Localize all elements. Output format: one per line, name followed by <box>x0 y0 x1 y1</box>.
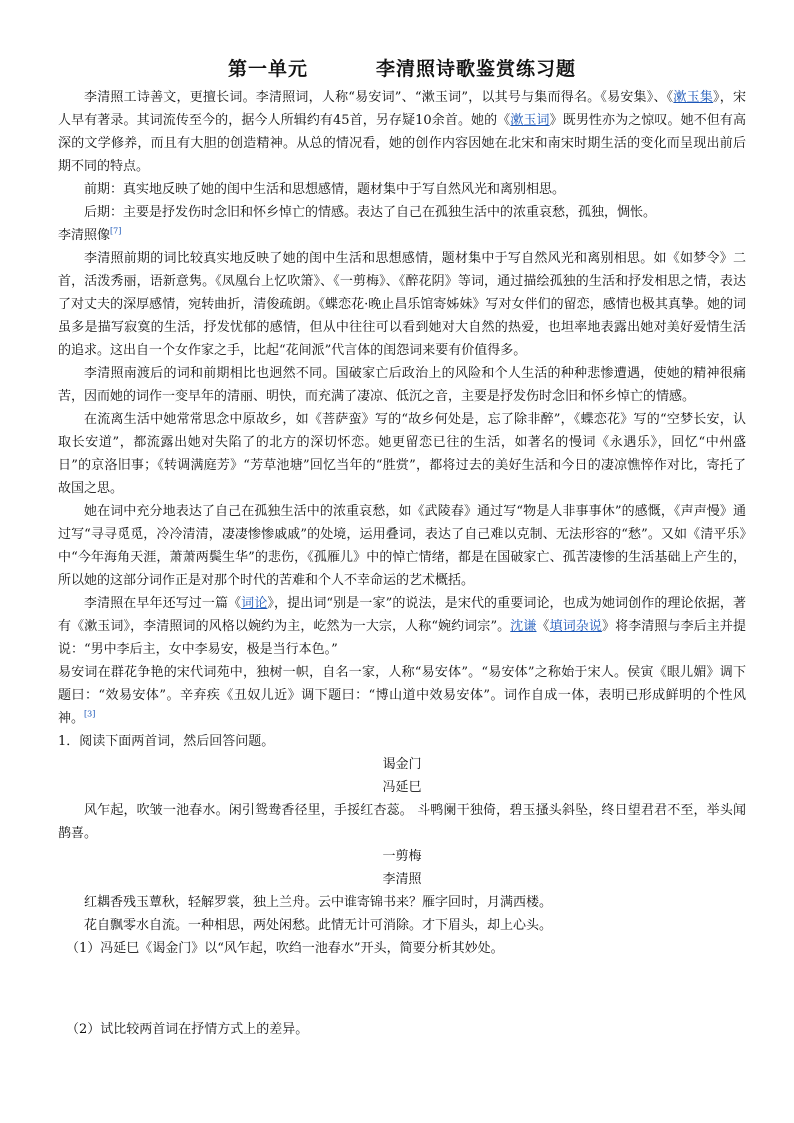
cilun-text-d: 》将李清照与李后主并提说：“男中李后主，女中李易安，极是当行本色。” <box>58 619 746 657</box>
poem2-line: 红耦香残玉蕈秋，轻解罗裳，独上兰舟。云中谁寄锦书来？雁字回时，月满西楼。 <box>84 895 553 910</box>
paragraph-early-works: 李清照前期的词比较真实地反映了她的闺中生活和思想感情，题材集中于写自然风光和离别相思。如《如梦令》二首，活泼秀丽，语新意隽。《凤凰台上忆吹箫》、《一剪梅》、《醉花阴》等词，通过描绘孤独的生活和抒发相思之情，表达了对丈夫的深厚感情，宛转曲折，清俊疏朗。《蝶恋花·晚止昌乐馆寄姊妹》写对女伴们的留恋，感情也极其真挚。她的词虽多是描写寂寞的生活，抒发忧郁的感情，但从中往往可以看到她对大自然的热爱，也坦率地表露出她对美好爱情生活的追求。这出自一个女作家之手，比起“花间派”代言体的闺怨词来要有价值得多。 <box>58 251 746 358</box>
paragraph-late-works: 李清照南渡后的词和前期相比也迥然不同。国破家亡后政治上的风险和个人生活的种种悲惨遭遇，使她的精神很痛苦，因而她的词作一变早年的清丽、明快，而充满了凄凉、低沉之音，主要是抒发伤时念旧和怀乡悼亡的情感。 <box>58 366 746 404</box>
answer-space-1[interactable] <box>58 960 746 1018</box>
paragraph-sorrow: 她在词中充分地表达了自己在孤独生活中的浓重哀愁，如《武陵春》通过写“物是人非事事休”的感慨，《声声慢》通过写“寻寻觅觅，冷冷清清，凄凄惨惨戚戚”的处境，运用叠词，表达了自己难以克制、无法形容的“愁”。又如《清平乐》中“今年海角天涯，萧萧两鬓生华”的悲伤，《孤雁儿》中的悼亡情绪，都是在国破家亡、孤苦凄惨的生活基础上产生的，所以她的这部分词作正是对那个时代的苦难和个人不幸命运的艺术概括。 <box>58 504 746 588</box>
sub-question-2: （2）试比较两首词在抒情方式上的差异。 <box>66 1022 309 1037</box>
poem2-author: 李清照 <box>382 872 422 887</box>
title-unit: 第一单元 <box>227 58 308 80</box>
intro-text-b: 》，宋人早有著录。其词流传至今的，据今人所辑约有45首，另存疑10余首。她的《 <box>58 90 746 128</box>
paragraph-homesick: 在流离生活中她常常思念中原故乡，如《菩萨蛮》写的“故乡何处是，忘了除非醉”，《蝶恋花》写的“空梦长安，认取长安道”，都流露出她对失陷了的北方的深切怀恋。她更留恋已往的生活，如著名的慢词《永遇乐》，回忆“中州盛日”的京洛旧事；《转调满庭芳》“芳草池塘”回忆当年的“胜赏”，都将过去的美好生活和今日的凄凉憔悴作对比，寄托了故国之思。 <box>58 412 746 496</box>
early-period: 前期：真实地反映了她的闺中生活和思想感情，题材集中于写自然风光和离别相思。 <box>84 182 566 197</box>
cilun-text-c: 《 <box>536 619 550 634</box>
poem2-line: 花自飘零水自流。一种相思，两处闲愁。此情无计可消除。才下眉头，却上心头。 <box>84 918 553 933</box>
citation-7[interactable]: [7] <box>110 226 122 236</box>
portrait-heading <box>58 224 746 247</box>
link-shenqian[interactable]: 沈谦 <box>510 619 537 634</box>
intro-text-c: 》既男性亦为之惊叹。她不但有高深的文学修养，而且有大胆的创造精神。从总的情况看，她的创作内容因她在北宋和南宋时期生活的变化而呈现出前后期不同的特点。 <box>58 113 746 174</box>
link-cilun[interactable]: 词论 <box>241 596 268 611</box>
intro-text-a: 李清照工诗善文，更擅长词。李清照词，人称“易安词”、“漱玉词”，以其号与集而得名。《易安集》、《 <box>84 90 674 105</box>
intro-paragraph <box>58 86 746 178</box>
poem1-title: 谒金门 <box>382 757 422 772</box>
yian-style-text: 易安词在群花争艳的宋代词苑中，独树一帜，自名一家，人称“易安体”。“易安体”之称始于宋人。侯寅《眼儿媚》调下题曰：“效易安体”。辛弃疾《丑奴儿近》调下题曰：“博山道中效易安体”。词作自成一体，表明已形成鲜明的个性风神。 <box>58 665 746 726</box>
portrait-heading-text: 李清照像 <box>58 228 111 243</box>
page-title <box>58 52 746 86</box>
link-shuyu-ji[interactable]: 漱玉集 <box>673 90 714 105</box>
poem1-author: 冯延巳 <box>382 780 422 795</box>
link-tianci-zashuo[interactable]: 填词杂说 <box>549 619 602 634</box>
paragraph-cilun <box>58 592 746 661</box>
poem1-line: 风乍起，吹皱一池春水。闲引鸳鸯香径里，手挼红杏蕊。 斗鸭阑干独倚，碧玉搔头斜坠，终日望君君不至，举头闻鹊喜。 <box>58 803 746 841</box>
sub-question-1: （1）冯延巳《谒金门》以“风乍起，吹绉一池春水”开头，简要分析其妙处。 <box>66 941 504 956</box>
title-main: 李清照诗歌鉴赏练习题 <box>376 58 577 80</box>
cilun-text-b: 》，提出词“别是一家”的说法，是宋代的重要词论，也成为她词创作的理论依据，著有《漱玉词》，李清照词的风格以婉约为主，屹然为一大宗，人称“婉约词宗”。 <box>58 596 746 634</box>
link-shuyu-ci[interactable]: 漱玉词 <box>510 113 550 128</box>
document-page <box>58 52 746 1041</box>
paragraph-yian-style <box>58 661 746 730</box>
question-1: 1．阅读下面两首词，然后回答问题。 <box>58 734 275 749</box>
late-period: 后期：主要是抒发伤时念旧和怀乡悼亡的情感。表达了自己在孤独生活中的浓重哀愁，孤独，惆怅。 <box>84 205 657 220</box>
citation-3[interactable]: [3] <box>84 709 96 719</box>
cilun-text-a: 李清照在早年还写过一篇《 <box>84 596 242 611</box>
poem2-title: 一剪梅 <box>382 849 422 864</box>
